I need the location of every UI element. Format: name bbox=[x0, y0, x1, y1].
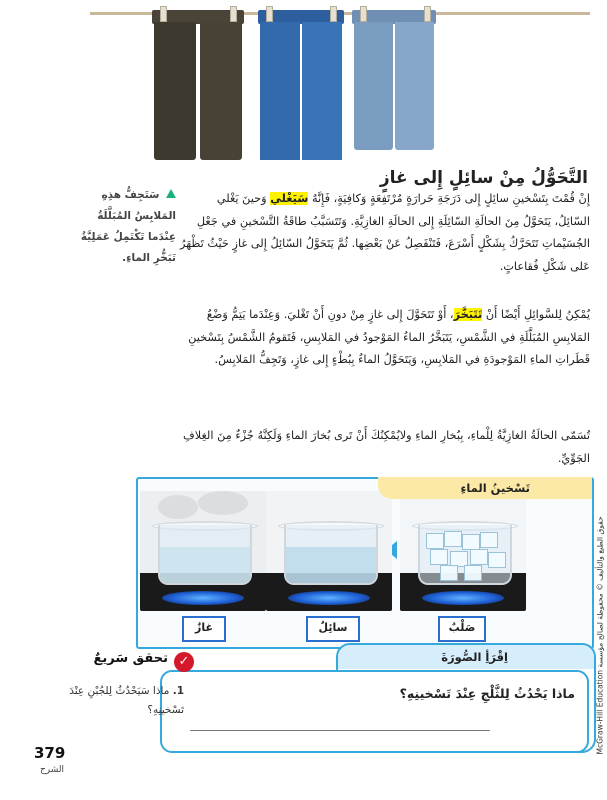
paragraph-evaporation bbox=[178, 304, 590, 372]
keyword-boil: سَيَغْلي bbox=[270, 192, 309, 205]
para2-text: يُمْكِنُ لِلسَّوائِلِ أَيْضًا أَنْ bbox=[485, 308, 590, 321]
light-jeans bbox=[352, 10, 436, 150]
jeans-clothesline-photo bbox=[90, 0, 590, 160]
read-picture-question: ماذا يَحْدُثُ لِلثَّلْجِ عِنْدَ تَسْخينِهِ؟ bbox=[399, 686, 575, 701]
gas-panel bbox=[140, 491, 266, 611]
liquid-panel bbox=[266, 491, 392, 611]
pot-with-ice bbox=[418, 525, 512, 585]
para2-rest: ، أَوْ تَتَحَوَّلَ إِلى غازٍ مِنْ دونِ أَنْ تَغْليَ. وَعِنْدَما يَتِمُّ وَضْعُ المَلابِسِ المُبَلَّلَةِ في الشَّمْسِ، يَتَبَخَّرُ الماءُ المَوْجودُ في المَلابِسِ، فَتَقومُ الشَّمْسُ بِتَسْخينِ قَطَراتِ الماءِ المَوْجودَةِ في المَلابِسِ، وَيَتَحَوَّلُ الماءُ بِبُطْءٍ إِلى غازٍ، وَتَجِفُّ المَلابِسُ. bbox=[188, 308, 590, 366]
quick-check-question bbox=[34, 682, 184, 720]
pot-with-water bbox=[284, 525, 378, 585]
state-label-solid: صَلْبٌ bbox=[438, 616, 486, 642]
flame bbox=[422, 591, 504, 605]
clothespin bbox=[230, 6, 237, 22]
flame bbox=[162, 591, 244, 605]
read-picture-header bbox=[338, 645, 594, 669]
para1-text: إِنْ قُمْتَ بِتَسْخينِ سائِلٍ إِلى دَرَجَةِ حَرارَةٍ مُرْتَفِعَةٍ وَكافِيَةٍ، فَإِنَّهُ bbox=[311, 192, 590, 205]
state-label-gas: غازٌ bbox=[182, 616, 226, 642]
flame bbox=[288, 591, 370, 605]
paragraph-water-vapor: تُسَمّى الحالَةُ الغازِيَّةُ لِلْماءِ، بِبُخارِ الماءِ ولايُمْكِنُكَ أَنْ تَرى بُخارَ الماءِ وَلَكِنَّهُ جُزْءٌ مِنَ الغِلافِ الجَوِّيِّ. bbox=[183, 429, 590, 465]
figure-caption-text: تَسْخينُ الماءِ bbox=[460, 481, 530, 495]
blue-jeans bbox=[258, 10, 344, 160]
read-picture-title: اِقْرَأِ الصُّورَةَ bbox=[441, 650, 508, 664]
clothespin bbox=[360, 6, 367, 22]
copyright-text: McGraw-Hill Education حقوق الطبع والتأليف © محفوظة لصالح مؤسسة bbox=[595, 516, 605, 755]
clothespin bbox=[160, 6, 167, 22]
quick-check-title: تحقق سَريعٌ bbox=[93, 651, 168, 666]
checkmark-icon: ✓ bbox=[174, 652, 194, 672]
figure-caption-label bbox=[378, 477, 592, 499]
clothespin bbox=[330, 6, 337, 22]
para1-rest: وَحينَ يَغْلي السّائِلُ، يَتَحَوَّلُ مِنَ الحالَةِ السّائِلَةِ إِلى الحالَةِ الغازِيَّةِ. وَتَتَسَبَّبُ طاقَةُ التَّسْخينِ في جَعْلِ الجُسَيْماتِ تَتَحَرَّكُ بِشَكْلٍ أَسْرَعَ، فَتَنْفَصِلُ عَنْ بَعْضِها. ثُمَّ يَتَحَوَّلُ السّائِلُ إِلى غازٍ حَيْثُ تَظْهَرُ عَلى شَكْلِ فُقاعاتٍ. bbox=[179, 192, 590, 273]
paragraph-boiling bbox=[178, 188, 590, 278]
heating-water-figure bbox=[136, 477, 594, 649]
lesson-title: التَّحَوُّلُ مِنْ سائِلٍ إِلى غازٍ bbox=[379, 168, 588, 188]
solid-panel bbox=[400, 491, 526, 611]
keyword-evaporate: تَتَبَخَّرَ bbox=[453, 308, 483, 321]
triangle-marker-icon bbox=[166, 189, 176, 198]
steam bbox=[158, 495, 198, 519]
steam bbox=[198, 491, 248, 515]
answer-line bbox=[190, 730, 490, 731]
read-picture-answer-box bbox=[160, 670, 589, 753]
brown-jeans bbox=[152, 10, 244, 160]
copyright-vertical bbox=[590, 516, 605, 760]
question-text: ماذا سَيَحْدُثُ لِلجُبْنِ عِنْدَ تَسْخينِهِ؟ bbox=[69, 685, 184, 716]
pot-with-boiling-water bbox=[158, 525, 252, 585]
clothespin bbox=[266, 6, 273, 22]
side-question bbox=[68, 185, 176, 269]
quick-check-header bbox=[64, 650, 194, 676]
page-number: 379 bbox=[34, 744, 66, 762]
clothespin bbox=[424, 6, 431, 22]
state-label-liquid: سائِلٌ bbox=[306, 616, 360, 642]
question-number: 1. bbox=[172, 685, 184, 697]
side-question-text: سَتَجِفُّ هذِهِ المَلابِسُ المُبَلَّلَةُ عِنْدَما تَكْتَمِلُ عَمَلِيَّةُ تَبَخُّرِ الماءِ. bbox=[80, 189, 176, 264]
page-section-label: الشرح bbox=[40, 765, 65, 775]
